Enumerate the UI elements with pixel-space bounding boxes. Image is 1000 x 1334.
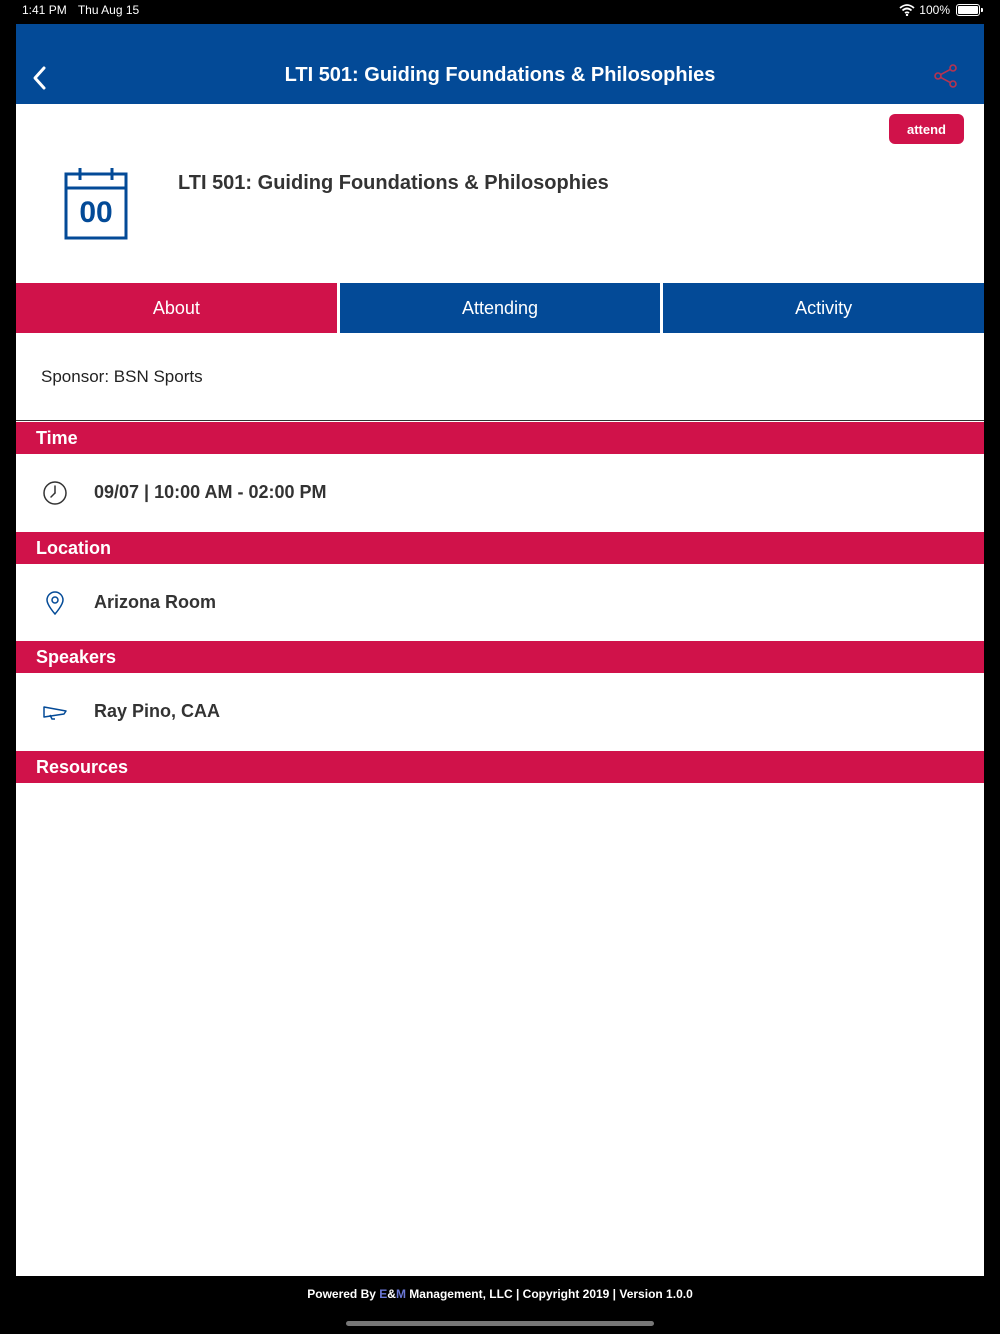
time-value: 09/07 | 10:00 AM - 02:00 PM bbox=[94, 482, 327, 502]
status-date: Thu Aug 15 bbox=[77, 3, 140, 17]
battery-icon bbox=[956, 4, 980, 16]
footer-suffix: Management, LLC | Copyright 2019 | Version 1.0.0 bbox=[405, 1287, 693, 1301]
footer-brand-amp: & bbox=[387, 1287, 396, 1301]
share-icon[interactable] bbox=[932, 62, 960, 90]
section-label-time: Time bbox=[36, 428, 78, 448]
app-window bbox=[16, 24, 984, 1276]
tab-about[interactable]: About bbox=[16, 283, 337, 333]
status-left bbox=[22, 3, 147, 17]
tab-bar bbox=[16, 283, 984, 333]
nav-header bbox=[16, 24, 984, 104]
footer-brand-m[interactable]: M bbox=[395, 1287, 406, 1301]
sponsor-text: Sponsor: BSN Sports bbox=[41, 367, 203, 386]
section-header-resources bbox=[16, 751, 984, 783]
status-bar bbox=[0, 0, 1000, 24]
wifi-icon bbox=[899, 4, 915, 16]
section-label-resources: Resources bbox=[36, 757, 129, 777]
battery-percent: 100% bbox=[919, 3, 950, 17]
section-header-location bbox=[16, 532, 984, 564]
tab-attending[interactable]: Attending bbox=[340, 283, 661, 333]
location-row bbox=[16, 564, 984, 642]
section-header-time bbox=[16, 422, 984, 454]
calendar-icon bbox=[64, 168, 128, 240]
status-time: 1:41 PM bbox=[22, 3, 67, 17]
event-title: LTI 501: Guiding Foundations & Philosophies bbox=[178, 172, 609, 194]
divider bbox=[16, 420, 984, 421]
status-right bbox=[899, 3, 980, 17]
speaker-row[interactable] bbox=[16, 673, 984, 751]
speaker-name[interactable]: Ray Pino, CAA bbox=[94, 701, 221, 721]
footer bbox=[0, 1287, 1000, 1301]
tab-activity[interactable]: Activity bbox=[663, 283, 984, 333]
home-indicator[interactable] bbox=[346, 1321, 654, 1326]
header-title: LTI 501: Guiding Foundations & Philosophies bbox=[284, 64, 716, 86]
clock-icon bbox=[42, 480, 68, 506]
section-label-location: Location bbox=[36, 538, 111, 558]
map-pin-icon bbox=[42, 590, 68, 616]
section-header-speakers bbox=[16, 641, 984, 673]
megaphone-icon bbox=[42, 699, 68, 725]
section-label-speakers: Speakers bbox=[36, 647, 117, 667]
attend-button[interactable]: attend bbox=[889, 114, 964, 144]
footer-brand-e[interactable]: E bbox=[379, 1287, 388, 1301]
location-value: Arizona Room bbox=[94, 592, 217, 612]
time-row bbox=[16, 454, 984, 532]
calendar-day: 00 bbox=[79, 196, 113, 229]
footer-prefix: Powered By bbox=[307, 1287, 380, 1301]
